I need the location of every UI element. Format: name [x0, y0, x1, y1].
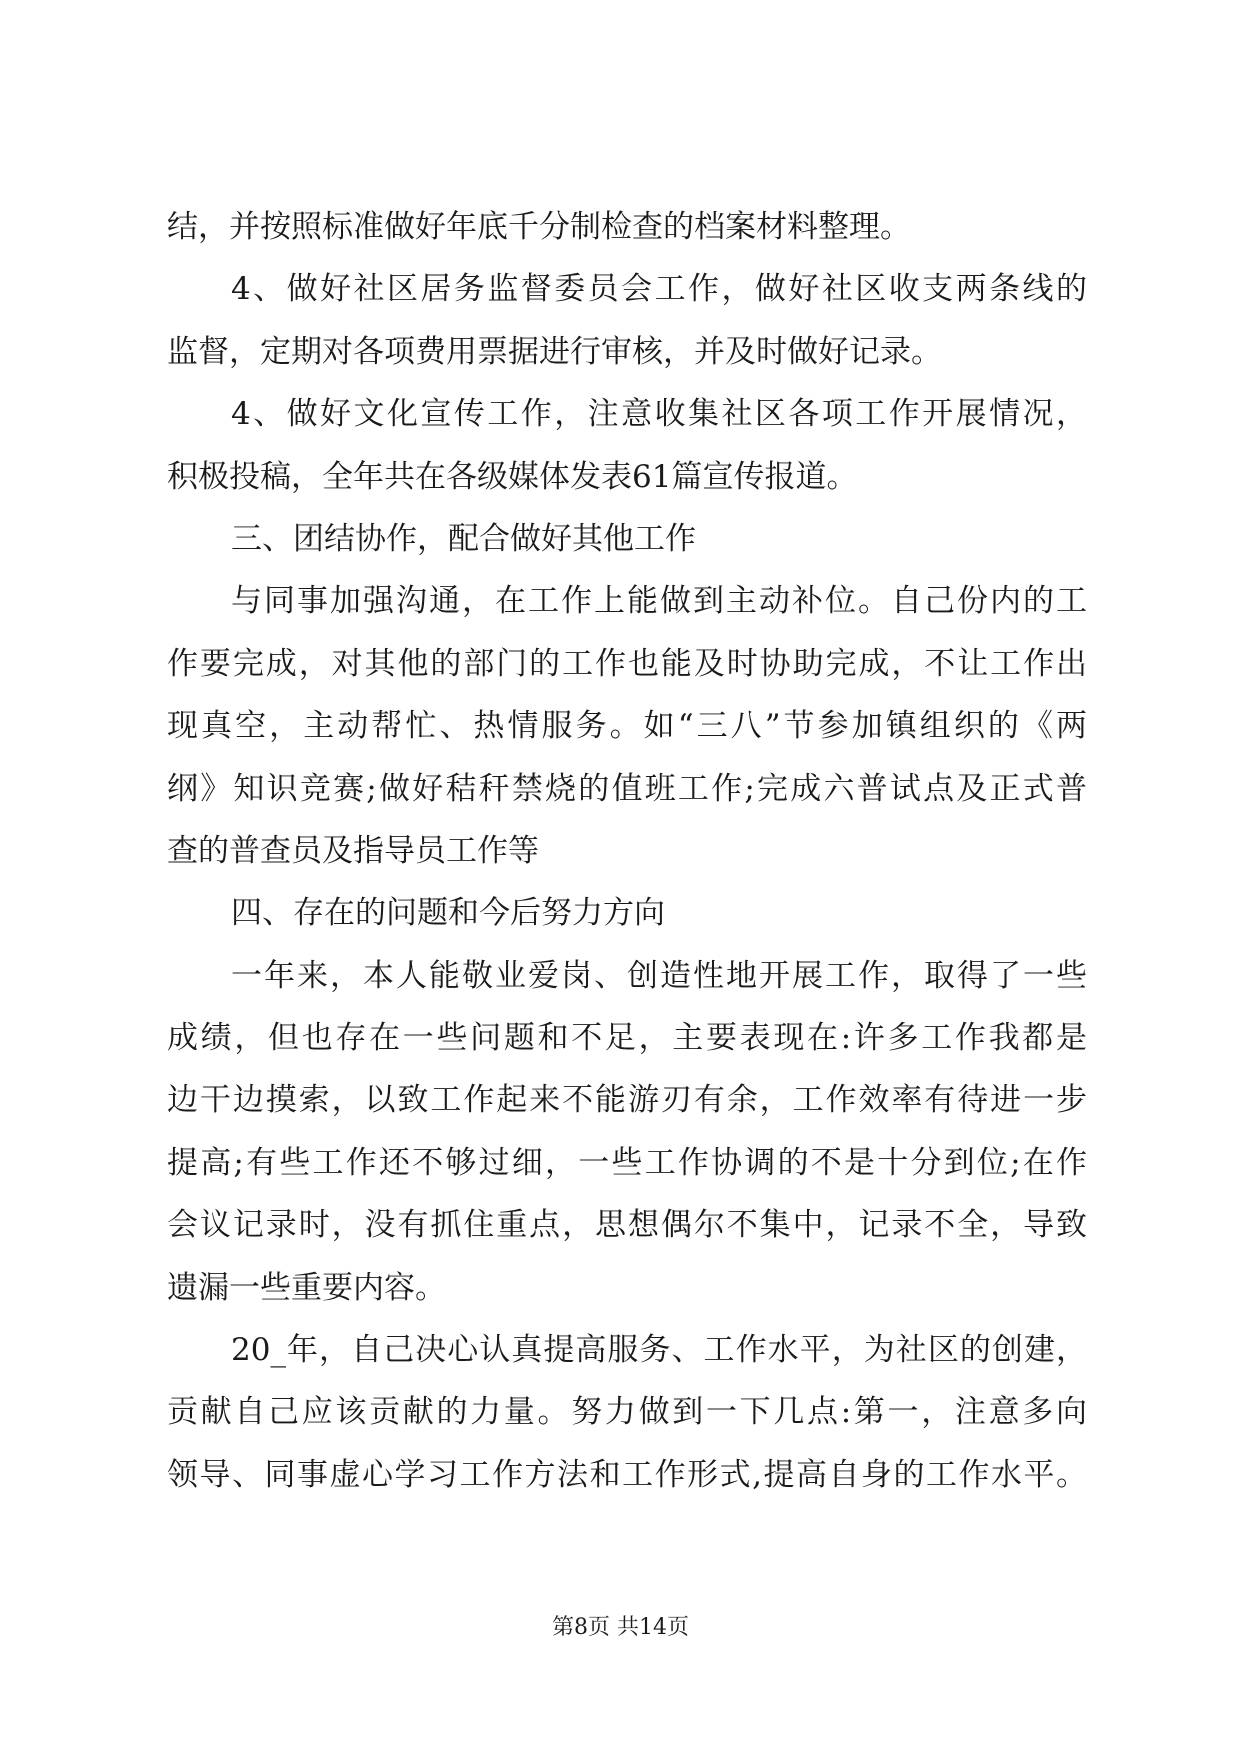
- text-line: 监督，定期对各项费用票据进行审核，并及时做好记录。: [167, 333, 942, 370]
- text-line: 作要完成，对其他的部门的工作也能及时协助完成，不让工作出: [167, 645, 1087, 682]
- text-line: 与同事加强沟通，在工作上能做到主动补位。自己份内的工: [231, 583, 1087, 620]
- text-line: 提高;有些工作还不够过细，一些工作协调的不是十分到位;在作: [167, 1144, 1087, 1181]
- text-line: 一年来，本人能敬业爱岗、创造性地开展工作，取得了一些: [231, 957, 1087, 994]
- text-line: 现真空，主动帮忙、热情服务。如“三八”节参加镇组织的《两: [167, 708, 1087, 745]
- text-line: 积极投稿，全年共在各级媒体发表61篇宣传报道。: [167, 458, 858, 495]
- text-line: 4、做好文化宣传工作，注意收集社区各项工作开展情况，: [231, 396, 1087, 433]
- page-footer: 第8页 共14页: [552, 1615, 689, 1640]
- text-line: 贡献自己应该贡献的力量。努力做到一下几点:第一，注意多向: [167, 1394, 1087, 1431]
- text-line: 四、存在的问题和今后努力方向: [231, 895, 665, 932]
- text-line: 4、做好社区居务监督委员会工作，做好社区收支两条线的: [231, 271, 1087, 308]
- text-line: 20_年，自己决心认真提高服务、工作水平，为社区的创建，: [231, 1332, 1087, 1369]
- text-line: 纲》知识竞赛;做好秸秆禁烧的值班工作;完成六普试点及正式普: [167, 770, 1087, 807]
- text-line: 领导、同事虚心学习工作方法和工作形式,提高自身的工作水平。: [167, 1456, 1087, 1493]
- text-line: 边干边摸索，以致工作起来不能游刃有余，工作效率有待进一步: [167, 1082, 1087, 1119]
- text-line: 查的普查员及指导员工作等: [167, 832, 539, 869]
- text-line: 成绩，但也存在一些问题和不足，主要表现在:许多工作我都是: [167, 1020, 1087, 1057]
- body-text: [167, 196, 1087, 1506]
- text-line: 三、团结协作，配合做好其他工作: [231, 520, 696, 557]
- text-line: 结，并按照标准做好年底千分制检查的档案材料整理。: [167, 209, 911, 245]
- text-line: 会议记录时，没有抓住重点，思想偶尔不集中，记录不全，导致: [167, 1207, 1087, 1244]
- text-line: 遗漏一些重要内容。: [167, 1269, 446, 1306]
